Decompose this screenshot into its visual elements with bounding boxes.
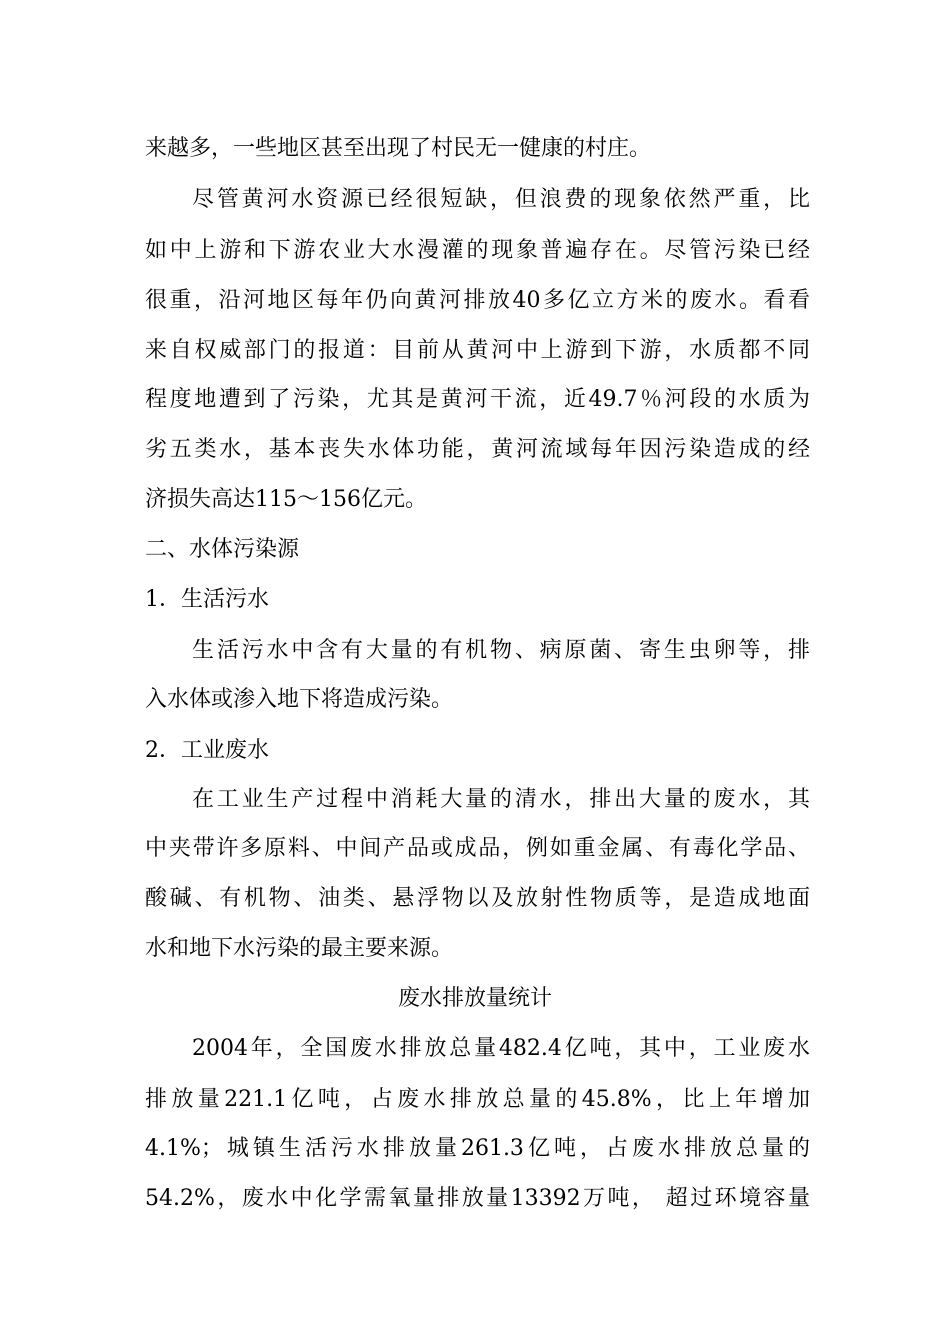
paragraph-line: 入水体或渗入地下将造成污染。 (145, 687, 454, 712)
paragraph-line: 54.2%，废水中化学需氧量排放量13392万吨， 超过环境容量 (145, 1186, 810, 1211)
paragraph-line: 尽管黄河水资源已经很短缺，但浪费的现象依然严重，比 (192, 187, 810, 212)
paragraph-line: 4.1%；城镇生活污水排放量261.3亿吨，占废水排放总量的 (145, 1136, 810, 1161)
paragraph-line: 劣五类水，基本丧失水体功能，黄河流域每年因污染造成的经 (145, 437, 810, 462)
section-heading: 二、水体污染源 (145, 537, 300, 562)
paragraph-line: 2004年，全国废水排放总量482.4亿吨，其中，工业废水 (192, 1036, 810, 1061)
paragraph-line: 中夹带许多原料、中间产品或成品，例如重金属、有毒化学品、 (145, 836, 810, 861)
paragraph-line: 程度地遭到了污染，尤其是黄河干流，近49.7％河段的水质为 (145, 387, 810, 412)
paragraph-line: 酸碱、有机物、油类、悬浮物以及放射性物质等，是造成地面 (145, 886, 810, 911)
subsection-heading: 1．生活污水 (145, 587, 269, 612)
paragraph-line: 来自权威部门的报道：目前从黄河中上游到下游，水质都不同 (145, 338, 810, 363)
paragraph-line: 排放量221.1亿吨，占废水排放总量的45.8%，比上年增加 (145, 1087, 810, 1112)
paragraph-line: 济损失高达115～156亿元。 (145, 487, 427, 512)
paragraph-line: 来越多，一些地区甚至出现了村民无一健康的村庄。 (145, 136, 652, 161)
centered-title: 废水排放量统计 (397, 986, 552, 1011)
subsection-heading: 2．工业废水 (145, 738, 269, 763)
paragraph-line: 在工业生产过程中消耗大量的清水，排出大量的废水，其 (192, 787, 810, 812)
paragraph-line: 水和地下水污染的最主要来源。 (145, 936, 454, 961)
paragraph-line: 如中上游和下游农业大水漫灌的现象普遍存在。尽管污染已经 (145, 238, 810, 263)
paragraph-line: 很重，沿河地区每年仍向黄河排放40多亿立方米的废水。看看 (145, 288, 810, 313)
paragraph-line: 生活污水中含有大量的有机物、病原菌、寄生虫卵等，排 (192, 638, 810, 663)
